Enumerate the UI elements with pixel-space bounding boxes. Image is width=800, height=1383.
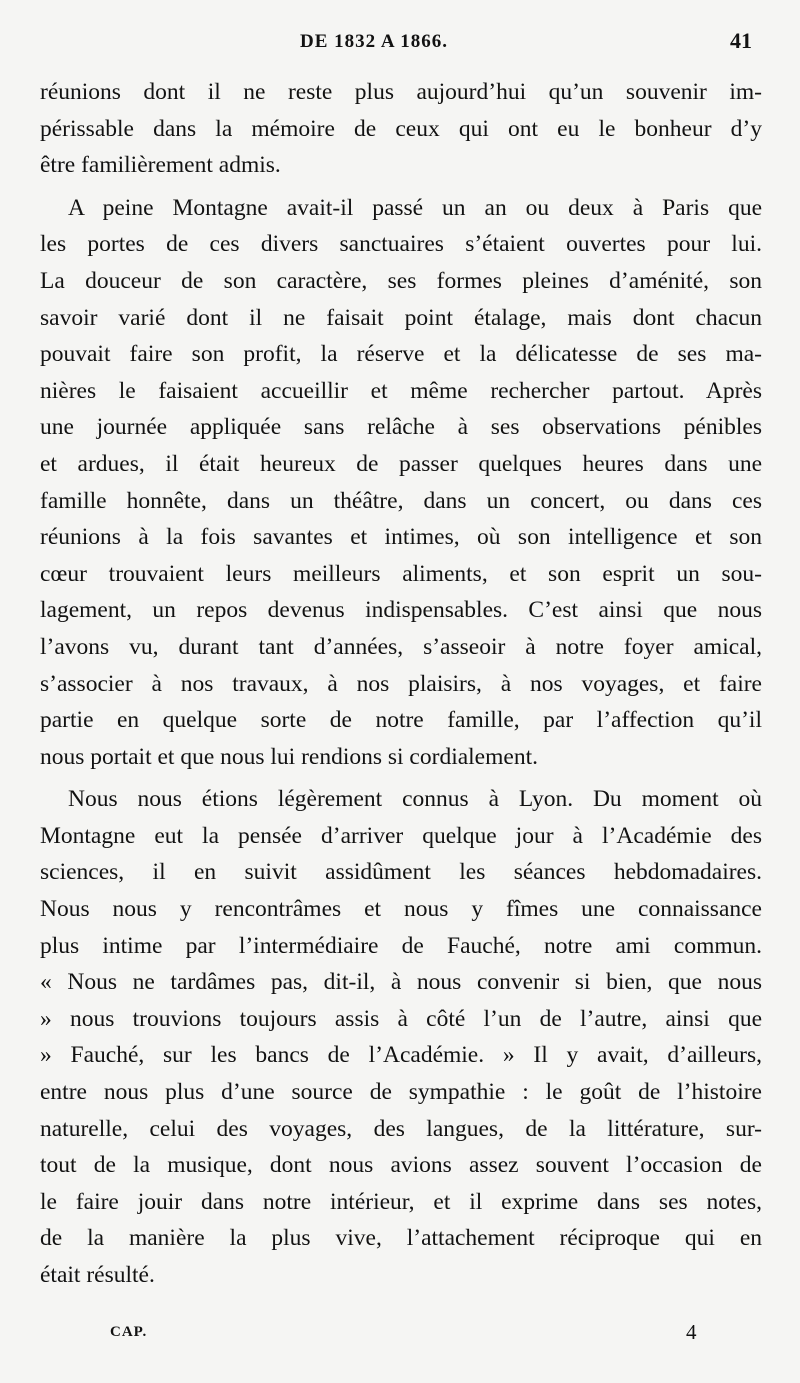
running-title: DE 1832 A 1866.: [300, 31, 449, 52]
text-line: était résulté.: [40, 1262, 155, 1288]
text-line: nières le faisaient accueillir et même rechercher partout. Après: [40, 377, 762, 404]
quote-line: » Fauché, sur les bancs de l’Académie. » Il y avait, d’ailleurs,: [40, 1042, 762, 1069]
text-line: et ardues, il était heureux de passer quelques heures dans une: [40, 450, 762, 477]
text-line: pouvait faire son profit, la réserve et la délicatesse de ses ma-: [40, 341, 762, 368]
paragraph: [40, 74, 762, 184]
text-line: Nous nous étions légèrement connus à Lyon. Du moment où: [68, 786, 762, 813]
page-header: [0, 28, 800, 61]
text-line: le faire jouir dans notre intérieur, et il exprime dans ses notes,: [40, 1188, 762, 1215]
text-line: nous portait et que nous lui rendions si cordialement.: [40, 743, 538, 770]
text-line: naturelle, celui des voyages, des langues, de la littérature, sur-: [40, 1115, 762, 1142]
body-text: [40, 74, 762, 1300]
text-line: cœur trouvaient leurs meilleurs aliments, et son esprit un sou-: [40, 560, 762, 587]
text-line: les portes de ces divers sanctuaires s’étaient ouvertes pour lui.: [40, 231, 762, 258]
text-line: s’associer à nos travaux, à nos plaisirs, à nos voyages, et faire: [40, 670, 762, 697]
signature-mark: CAP.: [110, 1324, 148, 1340]
text-line: réunions dont il ne reste plus aujourd’hui qu’un souvenir im-: [40, 79, 762, 105]
page-footer: [0, 1320, 800, 1354]
text-line: A peine Montagne avait-il passé un an ou deux à Paris que: [68, 194, 762, 221]
text-line: réunions à la fois savantes et intimes, où son intelligence et son: [40, 524, 762, 551]
text-line: La douceur de son caractère, ses formes pleines d’aménité, son: [40, 267, 762, 294]
text-line: Montagne eut la pensée d’arriver quelque jour à l’Académie des: [40, 822, 762, 849]
text-line: périssable dans la mémoire de ceux qui ont eu le bonheur d’y: [40, 115, 762, 142]
text-line: entre nous plus d’une source de sympathie : le goût de l’histoire: [40, 1079, 762, 1106]
text-line: Nous nous y rencontrâmes et nous y fîmes une connaissance: [40, 896, 762, 923]
text-line: tout de la musique, dont nous avions assez souvent l’occasion de: [40, 1152, 762, 1179]
text-line: l’avons vu, durant tant d’années, s’asseoir à notre foyer amical,: [40, 633, 762, 660]
text-line: partie en quelque sorte de notre famille, par l’affection qu’il: [40, 707, 762, 734]
sheet-number: 4: [686, 1320, 697, 1344]
paragraph: [40, 781, 762, 1293]
text-line: sciences, il en suivit assidûment les séances hebdomadaires.: [40, 859, 762, 886]
quote-line: » nous trouvions toujours assis à côté l’un de l’autre, ainsi que: [40, 1005, 762, 1032]
page-number: 41: [730, 28, 752, 53]
paragraph: [40, 190, 762, 776]
text-line: lagement, un repos devenus indispensables. C’est ainsi que nous: [40, 597, 762, 624]
text-line: famille honnête, dans un théâtre, dans un concert, ou dans ces: [40, 487, 762, 514]
text-line: de la manière la plus vive, l’attachement réciproque qui en: [40, 1225, 762, 1252]
text-line: une journée appliquée sans relâche à ses observations pénibles: [40, 414, 762, 441]
text-line: savoir varié dont il ne faisait point étalage, mais dont chacun: [40, 304, 762, 331]
quote-line: « Nous ne tardâmes pas, dit-il, à nous convenir si bien, que nous: [40, 969, 762, 996]
text-line: être familièrement admis.: [40, 152, 281, 179]
text-line: plus intime par l’intermédiaire de Fauché, notre ami commun.: [40, 932, 762, 959]
